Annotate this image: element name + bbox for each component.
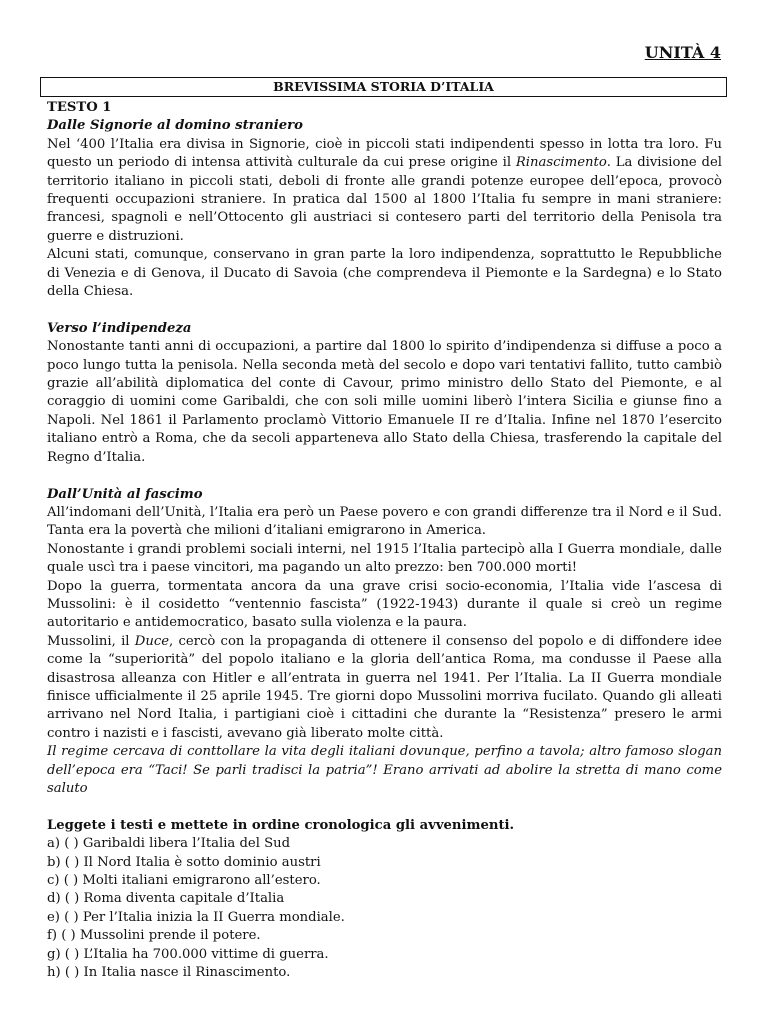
exercise-item: b) ( ) Il Nord Italia è sotto dominio austri: [47, 854, 321, 870]
paragraph: Nel ‘400 l’Italia era divisa in Signorie, cioè in piccoli stati indipendenti spesso in lotta tra loro. Fu questo un periodo di intensa attività culturale da cui prese origine il Rinascimento. La divisione del territorio italiano in piccoli stati, deboli di fronte alle grandi potenze europee dell’epoca, provocò frequenti occupazioni straniere. In pratica dal 1500 al 1800 l’Italia fu sempre in mani straniere: francesi, spagnoli e nell’Ottocento gli austriaci si contesero parti del territorio della Penisola tra guerre e distruzioni.: [47, 136, 722, 244]
paragraph: Nonostante tanti anni di occupazioni, a partire dal 1800 lo spirito d’indipendenza si diffuse a poco a poco lungo tutta la penisola. Nella seconda metà del secolo e dopo vari tentativi fallito, tutto cambiò grazie all’abilità diplomatica del conte di Cavour, primo ministro dello Stato del Piemonte, e al coraggio di uomini come Garibaldi, che con soli mille uomini liberò l’intera Sicilia e giunse fino a Napoli. Nel 1861 il Parlamento proclamò Vittorio Emanuele II re d’Italia. Infine nel 1870 l’esercito italiano entrò a Roma, che da secoli apparteneva allo Stato della Chiesa, trasferendo la capitale del Regno d’Italia.: [47, 339, 722, 465]
exercise-instruction: Leggete i testi e mettete in ordine cronologica gli avvenimenti.: [47, 817, 515, 833]
section-heading-signorie: Dalle Signorie al domino straniero: [47, 118, 303, 134]
exercise-item: c) ( ) Molti italiani emigrarono all’estero.: [47, 873, 321, 889]
exercise-item: a) ( ) Garibaldi libera l’Italia del Sud: [47, 836, 291, 852]
document-title: BREVISSIMA STORIA D’ITALIA: [40, 77, 727, 97]
paragraph-italic: Il regime cercava di conttollare la vita degli italiani dovunque, perfino a tavola; altro famoso slogan dell’epoca era “Taci! Se parli tradisci la patria”! Erano arrivati ad abolire la stretta di mano come saluto: [47, 744, 722, 796]
exercise-item: e) ( ) Per l’Italia inizia la II Guerra mondiale.: [47, 909, 345, 925]
exercise-item: g) ( ) L’Italia ha 700.000 vittime di guerra.: [47, 946, 329, 962]
section-heading-fascismo: Dall’Unità al fascimo: [47, 486, 203, 502]
section-heading-indipendenza: Verso l’indipendeza: [47, 320, 192, 336]
document-body: [47, 99, 722, 982]
exercise-item: f) ( ) Mussolini prende il potere.: [47, 928, 261, 944]
unit-label: UNITÀ 4: [644, 43, 721, 62]
exercise-item: h) ( ) In Italia nasce il Rinascimento.: [47, 965, 291, 981]
paragraph: Dopo la guerra, tormentata ancora da una grave crisi socio-economia, l’Italia vide l’ascesa di Mussolini: è il cosidetto “ventennio fascista” (1922-1943) durante il quale si creò un regime autoritario e antidemocratico, basato sulla violenza e la paura.: [47, 578, 722, 631]
paragraph: Nonostante i grandi problemi sociali interni, nel 1915 l’Italia partecipò alla I Guerra mondiale, dalle quale uscì tra i paese vincitori, ma pagando un alto prezzo: ben 700.000 morti!: [47, 541, 722, 576]
text-label: TESTO 1: [47, 100, 112, 115]
paragraph: Alcuni stati, comunque, conservano in gran parte la loro indipendenza, soprattutto le Repubbliche di Venezia e di Genova, il Ducato di Savoia (che comprendeva il Piemonte e la Sardegna) e lo Stato della Chiesa.: [47, 247, 722, 300]
paragraph: Mussolini, il Duce, cercò con la propaganda di ottenere il consenso del popolo e di diffondere idee come la “superiorità” del popolo italiano e la gloria dell’antica Roma, ma condusse il Paese alla disastrosa alleanza con Hitler e all’entrata in guerra nel 1941. Per l’Italia. La II Guerra mondiale finisce ufficialmente il 25 aprile 1945. Tre giorni dopo Mussolini morriva fucilato. Quando gli alleati arrivano nel Nord Italia, i partigiani cioè i cittadini che durante la “Resistenza” presero le armi contro i nazisti e i fascisti, avevano già liberato molte città.: [47, 633, 722, 741]
exercise-item: d) ( ) Roma diventa capitale d’Italia: [47, 891, 285, 907]
paragraph: All’indomani dell’Unità, l’Italia era però un Paese povero e con grandi differenze tra il Nord e il Sud. Tanta era la povertà che milioni d’italiani emigrarono in America.: [47, 504, 722, 539]
